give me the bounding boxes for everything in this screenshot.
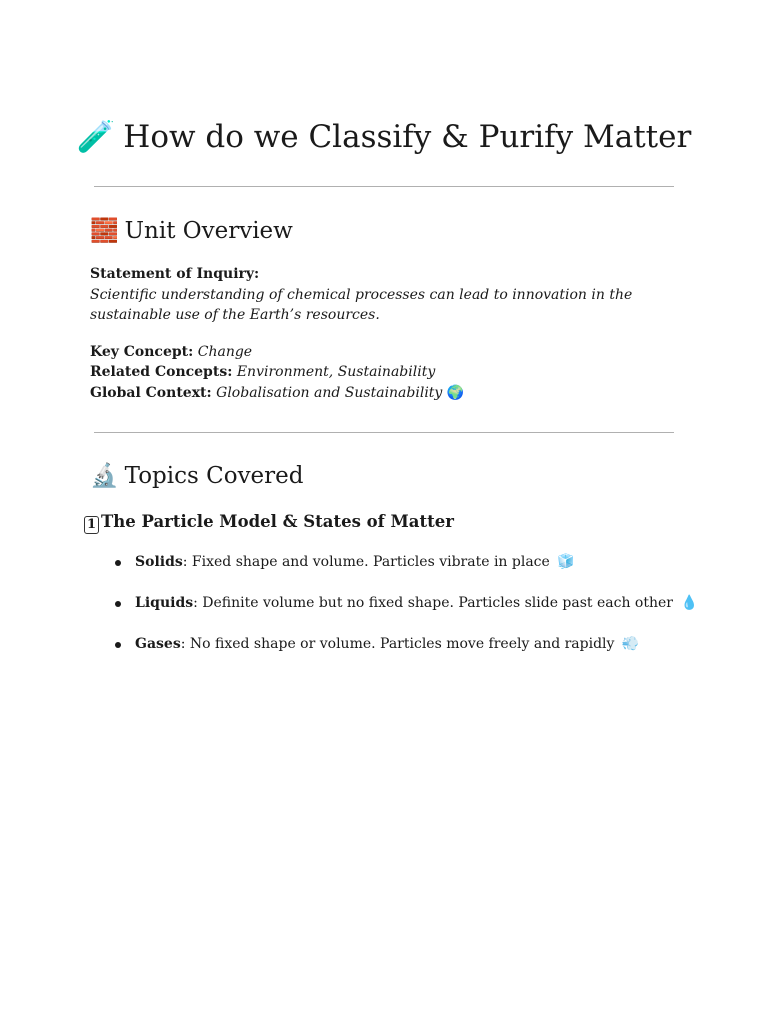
dash-wind-icon: 💨 (621, 636, 640, 652)
bullet-icon (115, 601, 121, 607)
list-item (112, 593, 712, 634)
globe-icon: 🌍 (446, 385, 465, 401)
section-heading-text: Unit Overview (124, 218, 293, 244)
divider (94, 186, 674, 187)
global-context-label: Global Context: (90, 385, 212, 401)
page-title (0, 118, 768, 155)
number-one-icon: 1 (84, 516, 99, 534)
subsection-title: The Particle Model & States of Matter (101, 512, 454, 531)
key-concept-value: Change (197, 344, 253, 360)
list-item (112, 634, 712, 675)
related-concepts-row (90, 362, 435, 382)
droplet-icon: 💧 (680, 595, 698, 611)
list-item-text: : No fixed shape or volume. Particles move freely and rapidly (180, 636, 615, 652)
page-title-text: How do we Classify & Purify Matter (123, 119, 692, 155)
list-item-term: Solids (135, 554, 183, 570)
inquiry-statement: Scientific understanding of chemical processes can lead to innovation in the sustainable use of the Earth’s resources. (90, 287, 633, 323)
global-context-row (90, 383, 464, 403)
list-item-text: : Fixed shape and volume. Particles vibrate in place (182, 554, 550, 570)
list-item-term: Liquids (135, 595, 194, 611)
section-heading-text: Topics Covered (124, 463, 304, 489)
related-concepts-label: Related Concepts: (90, 364, 233, 380)
key-concept-row (90, 342, 252, 362)
section-heading-overview (90, 217, 293, 244)
key-concept-label: Key Concept: (90, 344, 194, 360)
global-context-value: Globalisation and Sustainability (216, 385, 443, 401)
divider (94, 432, 674, 433)
subsection-heading (84, 512, 454, 534)
bullet-icon (115, 642, 121, 648)
brick-icon: 🧱 (90, 218, 119, 244)
list-item (112, 552, 712, 593)
list-item-term: Gases (135, 636, 181, 652)
section-heading-topics (90, 462, 304, 489)
list-item-text: : Definite volume but no fixed shape. Particles slide past each other (193, 595, 673, 611)
states-list (112, 552, 712, 675)
microscope-icon: 🔬 (90, 463, 119, 489)
test-tube-icon: 🧪 (76, 119, 116, 155)
bullet-icon (115, 560, 121, 566)
inquiry-label: Statement of Inquiry: (90, 266, 260, 282)
related-concepts-value: Environment, Sustainability (236, 364, 436, 380)
ice-cube-icon: 🧊 (557, 554, 575, 570)
